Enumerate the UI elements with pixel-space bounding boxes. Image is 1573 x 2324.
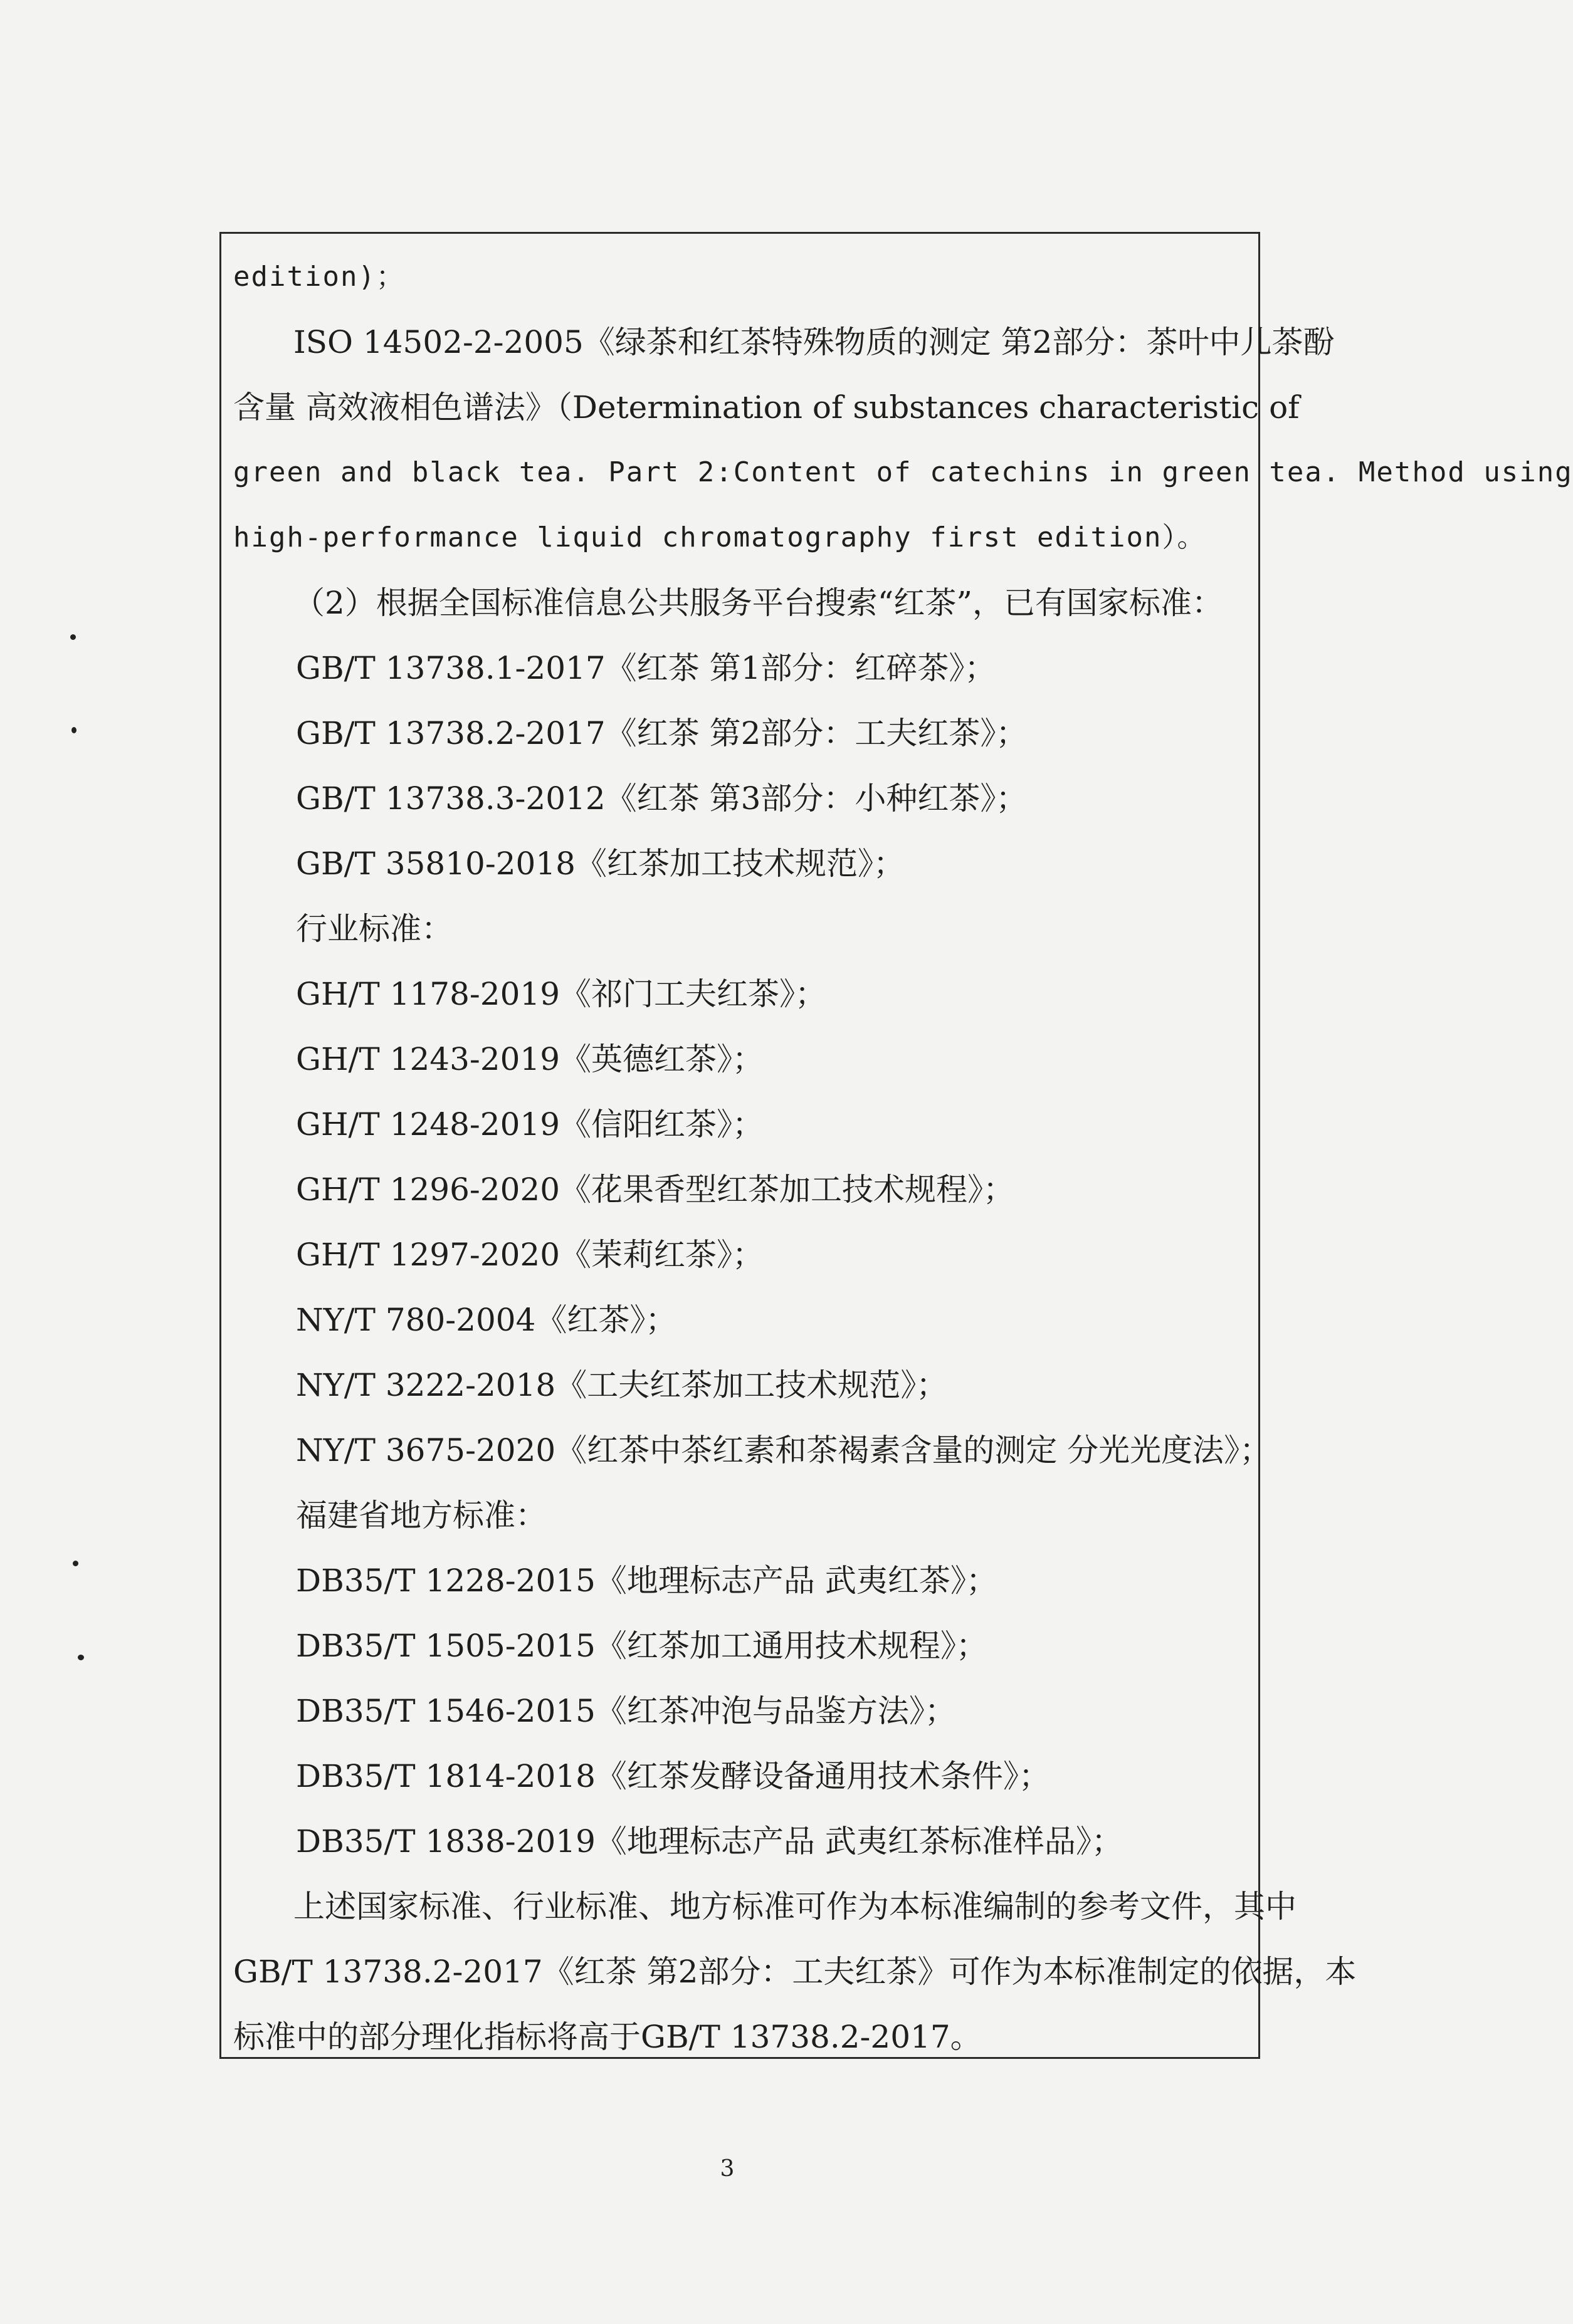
scan-speck <box>70 634 76 640</box>
text-line: GB/T 13738.2-2017《红茶 第2部分：工夫红茶》； <box>296 715 1028 751</box>
text-line: green and black tea. Part 2:Content of catechins in green tea. Method using <box>233 456 1573 488</box>
scan-speck <box>71 727 76 733</box>
text-line: DB35/T 1228-2015《地理标志产品 武夷红茶》； <box>296 1562 997 1599</box>
scan-speck <box>78 1655 84 1660</box>
text-line: GH/T 1248-2019《信阳红茶》； <box>296 1106 764 1143</box>
text-line: DB35/T 1505-2015《红茶加工通用技术规程》； <box>296 1628 987 1664</box>
text-line: 上述国家标准、行业标准、地方标准可作为本标准编制的参考文件，其中 <box>293 1888 1297 1925</box>
text-line: GH/T 1297-2020《茉莉红茶》； <box>296 1237 764 1273</box>
text-line: GB/T 13738.3-2012《红茶 第3部分：小种红茶》； <box>296 780 1028 817</box>
text-line: GB/T 35810-2018《红茶加工技术规范》； <box>296 845 905 882</box>
text-line: 标准中的部分理化指标将高于GB/T 13738.2-2017。 <box>233 2019 982 2055</box>
text-line: （2）根据全国标准信息公共服务平台搜索“红茶”，已有国家标准： <box>293 585 1223 621</box>
text-line: GB/T 13738.2-2017《红茶 第2部分：工夫红茶》可作为本标准制定的依据，本 <box>233 1954 1357 1990</box>
text-line: NY/T 780-2004《红茶》； <box>296 1302 677 1338</box>
document-body <box>233 244 1573 2070</box>
text-line: NY/T 3222-2018《工夫红茶加工技术规范》； <box>296 1367 948 1403</box>
text-line: 福建省地方标准： <box>296 1497 547 1534</box>
text-line: GH/T 1243-2019《英德红茶》； <box>296 1041 764 1077</box>
text-line: DB35/T 1546-2015《红茶冲泡与品鉴方法》； <box>296 1693 956 1729</box>
text-line: edition)； <box>233 261 405 293</box>
text-line: DB35/T 1838-2019《地理标志产品 武夷红茶标准样品》； <box>296 1823 1123 1860</box>
text-line: GB/T 13738.1-2017《红茶 第1部分：红碎茶》； <box>296 650 996 686</box>
text-line: NY/T 3675-2020《红茶中茶红素和茶褐素含量的测定 分光光度法》； <box>296 1432 1271 1468</box>
text-line: DB35/T 1814-2018《红茶发酵设备通用技术条件》； <box>296 1758 1050 1794</box>
text-line: GH/T 1296-2020《花果香型红茶加工技术规程》； <box>296 1171 1015 1208</box>
text-line: 行业标准： <box>296 911 453 947</box>
page-number: 3 <box>720 2156 735 2182</box>
text-line: 含量 高效液相色谱法》（Determination of substances characteristic of <box>233 389 1300 426</box>
text-line: GH/T 1178-2019《祁门工夫红茶》； <box>296 976 827 1012</box>
text-line: ISO 14502-2-2005《绿茶和红茶特殊物质的测定 第2部分：茶叶中儿茶酚 <box>293 324 1335 360</box>
scan-speck <box>73 1561 78 1566</box>
text-line: high-performance liquid chromatography first edition）。 <box>233 521 1206 553</box>
